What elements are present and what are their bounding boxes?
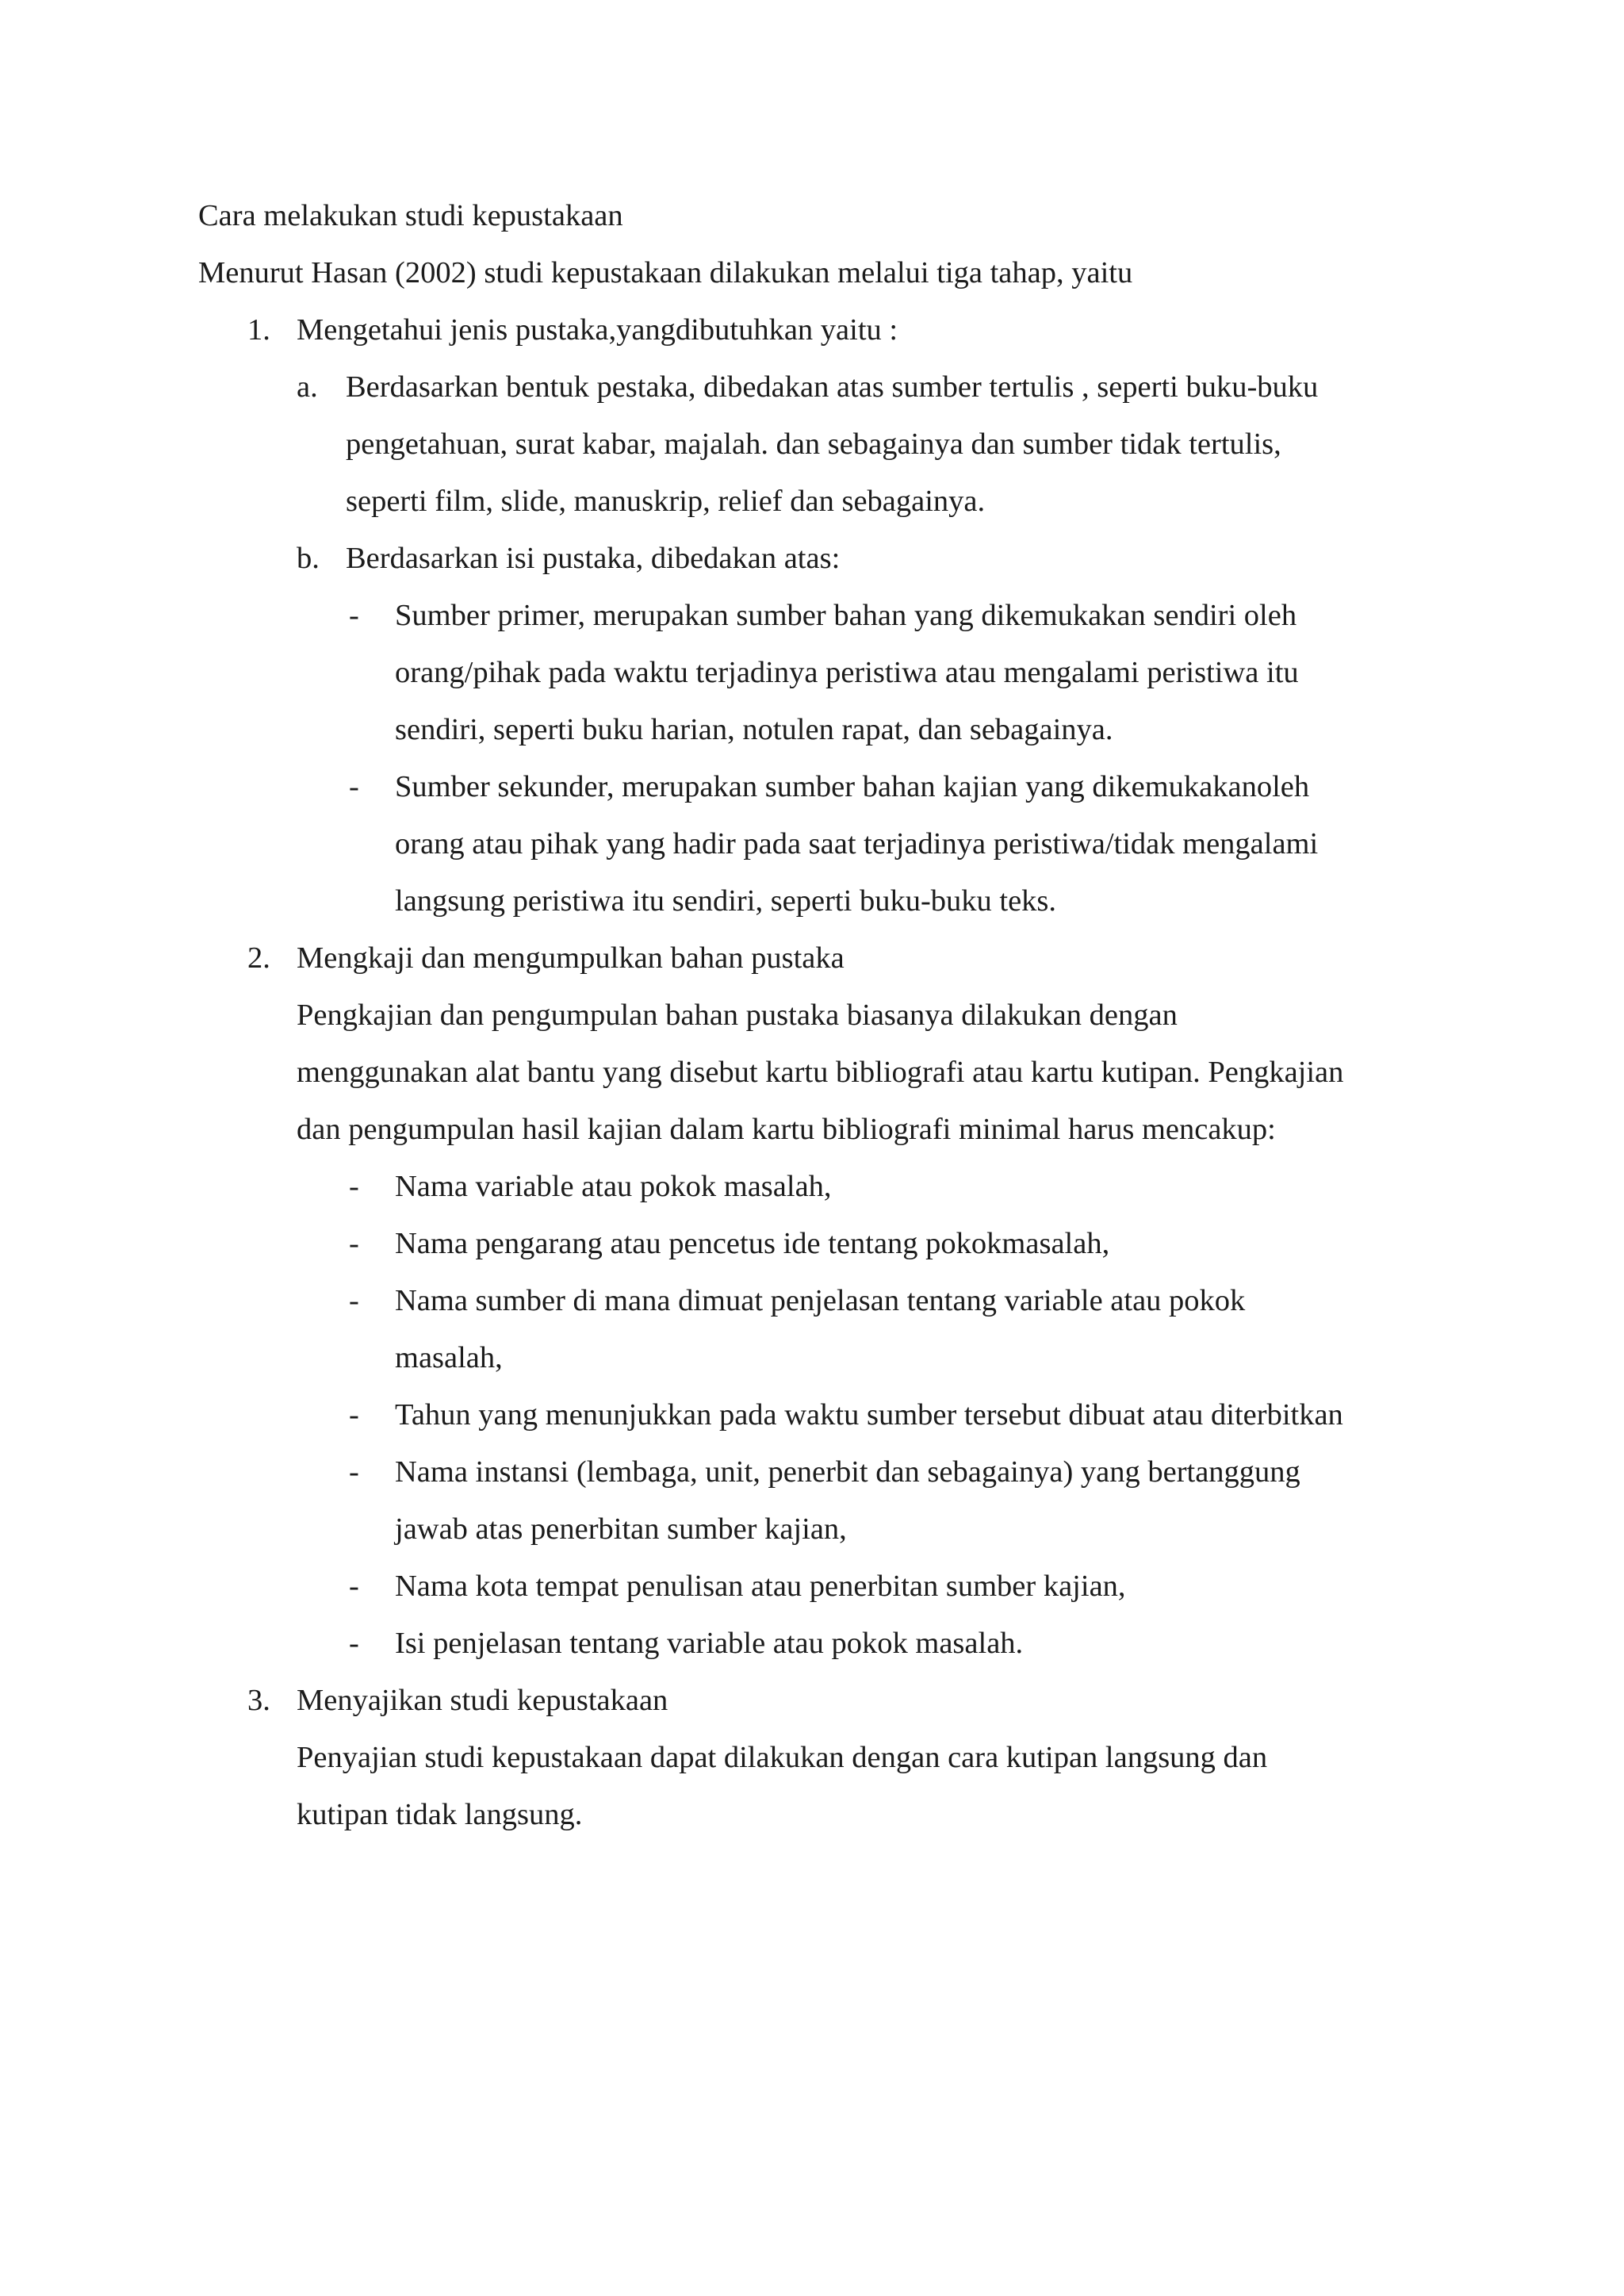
bullet-text-line: Nama pengarang atau pencetus ide tentang pokokmasalah, <box>395 1227 1110 1260</box>
bullet-item <box>198 1272 1435 1386</box>
item-text-line: seperti film, slide, manuskrip, relief dan sebagainya. <box>346 485 986 518</box>
document-content <box>198 187 1435 1843</box>
bullet-item <box>198 758 1435 930</box>
item-text-line: Berdasarkan isi pustaka, dibedakan atas: <box>346 542 841 575</box>
item-letter: b. <box>297 542 320 575</box>
item-body-line: Penyajian studi kepustakaan dapat dilakukan dengan cara kutipan langsung dan <box>297 1741 1268 1774</box>
bullet-text-line: Nama variable atau pokok masalah, <box>395 1170 832 1203</box>
bullet-text-line: langsung peristiwa itu sendiri, seperti buku-buku teks. <box>395 884 1057 918</box>
bullet-item <box>198 1158 1435 1215</box>
item-number: 1. <box>247 313 270 347</box>
bullet-dash: - <box>349 1627 359 1660</box>
bullet-text-line: orang/pihak pada waktu terjadinya peristiwa atau mengalami peristiwa itu <box>395 656 1299 689</box>
item-body-line: kutipan tidak langsung. <box>297 1798 583 1831</box>
bullet-text-line: Sumber primer, merupakan sumber bahan yang dikemukakan sendiri oleh <box>395 599 1297 632</box>
bullet-text-line: Isi penjelasan tentang variable atau pokok masalah. <box>395 1627 1024 1660</box>
bullet-text-line: masalah, <box>395 1341 503 1374</box>
lettered-item-a <box>198 358 1435 530</box>
bullet-text-line: Nama sumber di mana dimuat penjelasan tentang variable atau pokok <box>395 1284 1246 1317</box>
item-body-line: dan pengumpulan hasil kajian dalam kartu bibliografi minimal harus mencakup: <box>297 1113 1276 1146</box>
bullet-dash: - <box>349 1570 359 1603</box>
bullet-item <box>198 587 1435 758</box>
item-text-line: Berdasarkan bentuk pestaka, dibedakan atas sumber tertulis , seperti buku-buku <box>346 370 1319 404</box>
numbered-item-3 <box>198 1672 1435 1843</box>
bullet-item <box>198 1558 1435 1615</box>
item-text-line: pengetahuan, surat kabar, majalah. dan sebagainya dan sumber tidak tertulis, <box>346 427 1281 461</box>
bullet-item <box>198 1443 1435 1558</box>
numbered-item-2 <box>198 930 1435 1158</box>
bullet-dash: - <box>349 1398 359 1432</box>
bullet-dash: - <box>349 770 359 803</box>
bullet-dash: - <box>349 1284 359 1317</box>
item-number: 2. <box>247 941 270 975</box>
item-heading: Mengetahui jenis pustaka,yangdibutuhkan yaitu : <box>297 313 898 347</box>
bullet-dash: - <box>349 599 359 632</box>
numbered-item-1 <box>198 301 1435 358</box>
item-body-line: menggunakan alat bantu yang disebut kartu bibliografi atau kartu kutipan. Pengkajian <box>297 1056 1344 1089</box>
bullet-dash: - <box>349 1227 359 1260</box>
bullet-item <box>198 1215 1435 1272</box>
item-number: 3. <box>247 1684 270 1717</box>
bullet-text-line: Sumber sekunder, merupakan sumber bahan kajian yang dikemukakanoleh <box>395 770 1310 803</box>
bullet-text-line: orang atau pihak yang hadir pada saat terjadinya peristiwa/tidak mengalami <box>395 827 1319 861</box>
document-title: Cara melakukan studi kepustakaan <box>198 199 623 232</box>
bullet-dash: - <box>349 1455 359 1489</box>
bullet-text-line: Tahun yang menunjukkan pada waktu sumber tersebut dibuat atau diterbitkan <box>395 1398 1343 1432</box>
lettered-item-b <box>198 530 1435 587</box>
item-body-line: Pengkajian dan pengumpulan bahan pustaka biasanya dilakukan dengan <box>297 999 1178 1032</box>
item-heading: Menyajikan studi kepustakaan <box>297 1684 668 1717</box>
bullet-text-line: sendiri, seperti buku harian, notulen rapat, dan sebagainya. <box>395 713 1113 746</box>
bullet-text-line: jawab atas penerbitan sumber kajian, <box>395 1512 847 1546</box>
bullet-item <box>198 1386 1435 1443</box>
bullet-dash: - <box>349 1170 359 1203</box>
item-heading: Mengkaji dan mengumpulkan bahan pustaka <box>297 941 845 975</box>
bullet-text-line: Nama kota tempat penulisan atau penerbitan sumber kajian, <box>395 1570 1126 1603</box>
item-letter: a. <box>297 370 318 404</box>
bullet-item <box>198 1615 1435 1672</box>
intro-paragraph: Menurut Hasan (2002) studi kepustakaan dilakukan melalui tiga tahap, yaitu <box>198 256 1133 289</box>
bullet-text-line: Nama instansi (lembaga, unit, penerbit dan sebagainya) yang bertanggung <box>395 1455 1300 1489</box>
